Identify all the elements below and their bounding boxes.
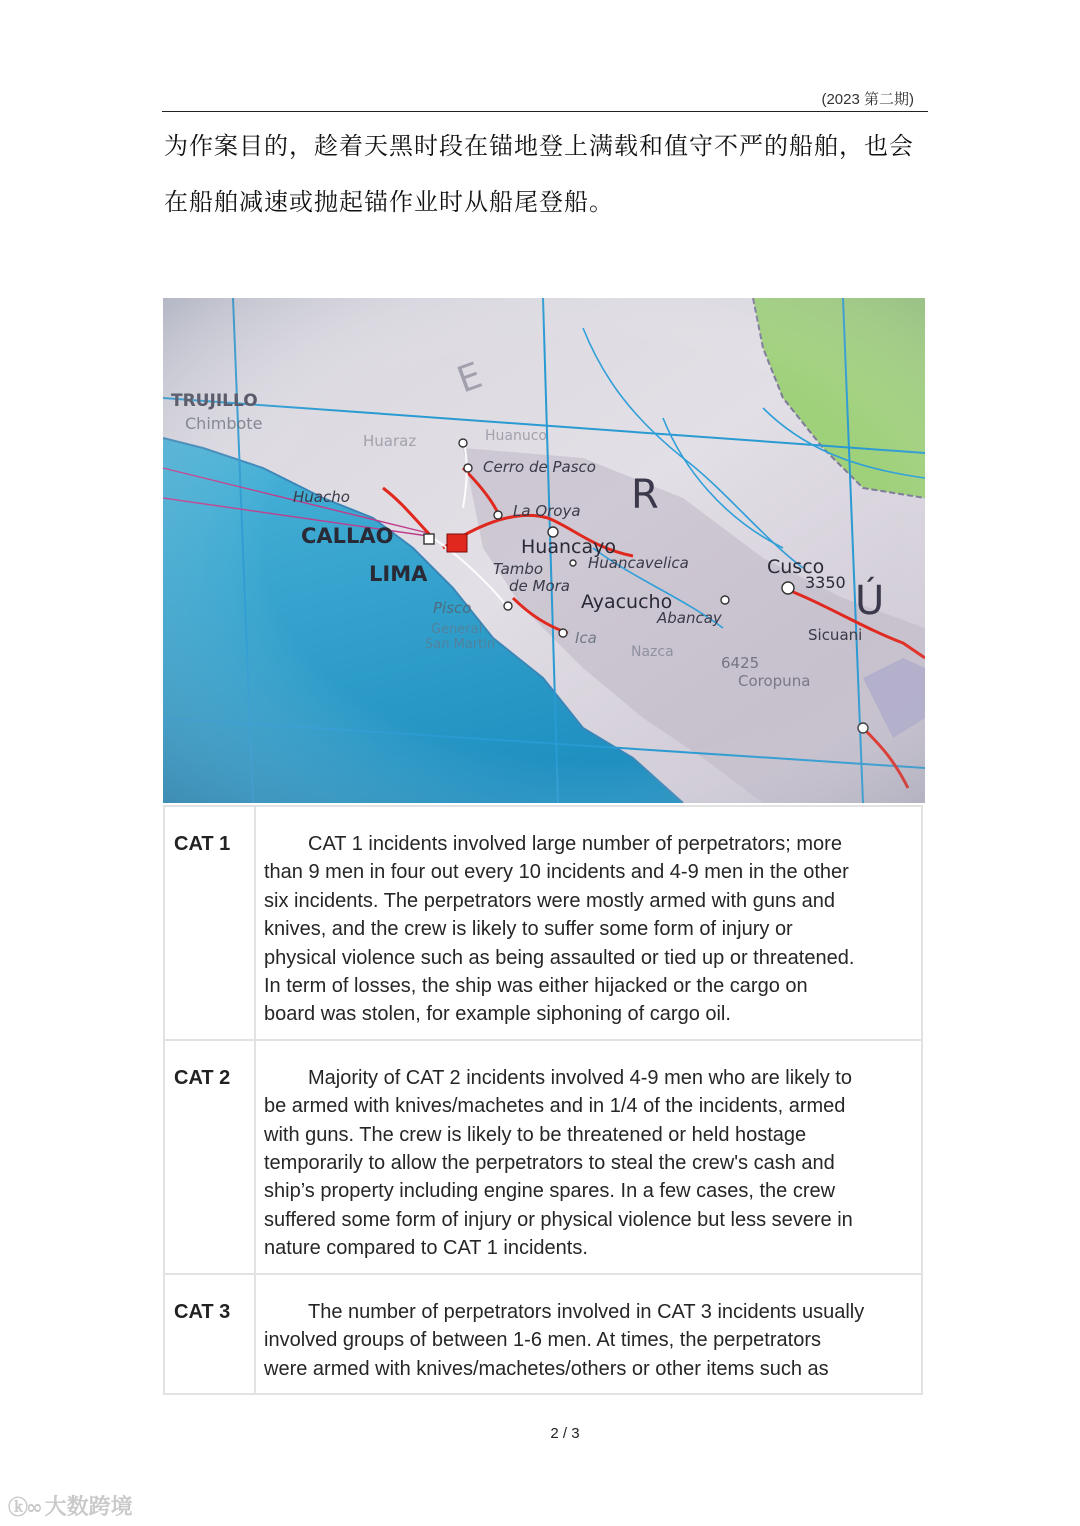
cat-label: CAT 3: [164, 1274, 255, 1394]
table-row: [164, 1274, 922, 1394]
desc-line: knives, and the crew is likely to suffer some form of injury or: [264, 918, 793, 941]
desc-line: suffered some form of injury or physical violence but less severe in: [264, 1208, 853, 1231]
desc-line: Majority of CAT 2 incidents involved 4-9 men who are likely to: [308, 1066, 852, 1089]
desc-line: six incidents. The perpetrators were mostly armed with guns and: [264, 889, 836, 912]
desc-line: CAT 1 incidents involved large number of perpetrators; more: [308, 833, 842, 855]
desc-line: nature compared to CAT 1 incidents.: [264, 1237, 588, 1260]
watermark-logo-icon: ⓚ∞: [8, 1495, 41, 1519]
desc-line: involved groups of between 1-6 men. At times, the perpetrators: [264, 1329, 821, 1352]
header-rule: [162, 111, 928, 112]
desc-line: temporarily to allow the perpetrators to steal the crew's cash and: [264, 1152, 835, 1175]
watermark: [8, 1490, 133, 1521]
issue-label: (2023 第二期): [821, 91, 914, 108]
desc-line: In term of losses, the ship was either hijacked or the cargo on: [264, 975, 808, 998]
watermark-text: 大数跨境: [44, 1495, 133, 1520]
cat-label: CAT 1: [164, 806, 255, 1040]
desc-line: be armed with knives/machetes and in 1/4 of the incidents, armed: [264, 1095, 846, 1118]
map-vignette: [163, 298, 925, 803]
intro-line: 为作案目的，趁着天黑时段在锚地登上满载和值守不严的船舶，也会: [164, 132, 914, 160]
desc-line: ship’s property including engine spares. In a few cases, the crew: [264, 1180, 836, 1203]
table-row: [164, 806, 922, 1040]
desc-line: were armed with knives/machetes/others or other items such as: [264, 1357, 829, 1380]
cat-description: [255, 1040, 922, 1274]
table-row: [164, 1040, 922, 1274]
desc-line: physical violence such as being assaulted or tied up or threatened.: [264, 946, 855, 969]
cat-description: [255, 806, 922, 1040]
cat-description: [255, 1274, 922, 1394]
desc-line: The number of perpetrators involved in CAT 3 incidents usually: [308, 1300, 865, 1323]
peru-map-photo: [163, 298, 925, 803]
cat-table: [163, 805, 923, 1395]
intro-paragraph: [164, 118, 930, 230]
intro-line: 在船舶减速或抛起锚作业时从船尾登船。: [164, 188, 614, 216]
desc-line: board was stolen, for example siphoning of cargo oil.: [264, 1003, 731, 1026]
cat-label: CAT 2: [164, 1040, 255, 1274]
desc-line: with guns. The crew is likely to be threatened or held hostage: [264, 1123, 807, 1146]
desc-line: than 9 men in four out every 10 incidents and 4-9 men in the other: [264, 861, 849, 884]
page-number: 2 / 3: [550, 1425, 580, 1442]
